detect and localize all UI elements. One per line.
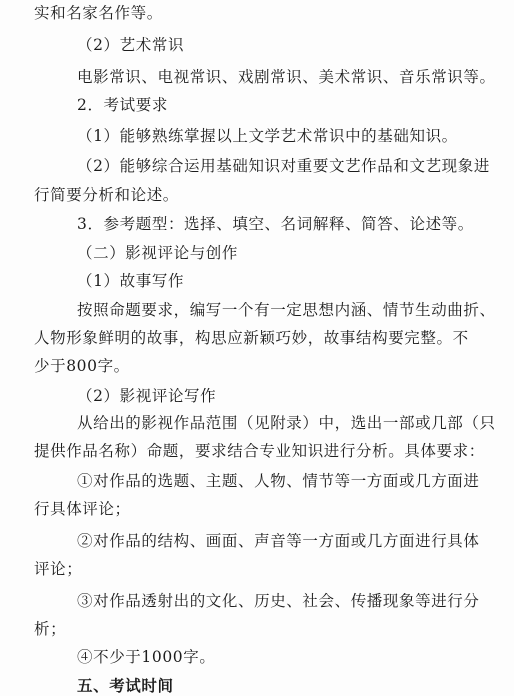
text-line: ②对作品的结构、画面、声音等一方面或几方面进行具体 [77, 532, 480, 550]
text-line: 3．参考题型：选择、填空、名词解释、简答、论述等。 [77, 215, 474, 233]
section-heading: 五、考试时间 [77, 677, 174, 695]
text-line: 行简要分析和论述。 [34, 186, 179, 204]
text-line: 评论； [34, 560, 83, 578]
section-heading: 2．考试要求 [77, 96, 168, 114]
section-heading: （2）影视评论写作 [77, 387, 217, 405]
text-line: 按照命题要求，编写一个有一定思想内涵、情节生动曲折、 [77, 301, 496, 319]
section-heading: （1）故事写作 [77, 272, 185, 290]
text-line: 提供作品名称）命题，要求结合专业知识进行分析。具体要求： [34, 442, 485, 460]
text-line: 行具体评论； [34, 500, 131, 518]
text-line: 电影常识、电视常识、戏剧常识、美术常识、音乐常识等。 [77, 68, 496, 86]
text-line: ③对作品透射出的文化、历史、社会、传播现象等进行分 [77, 592, 480, 610]
text-line: 实和名家名作等。 [34, 4, 163, 22]
text-line: 析； [34, 620, 67, 638]
text-line: 少于800字。 [34, 357, 130, 375]
text-line: ④不少于1000字。 [77, 648, 216, 666]
text-line: ①对作品的选题、主题、人物、情节等一方面或几方面进 [77, 472, 480, 490]
section-heading: （2）艺术常识 [77, 36, 185, 54]
section-heading: （二）影视评论与创作 [77, 244, 239, 262]
text-line: （1）能够熟练掌握以上文学艺术常识中的基础知识。 [77, 127, 458, 145]
text-line: （2）能够综合运用基础知识对重要文艺作品和文艺现象进 [77, 157, 490, 175]
text-line: 人物形象鲜明的故事，构思应新颖巧妙，故事结构要完整。不 [34, 329, 469, 347]
text-line: 从给出的影视作品范围（见附录）中，选出一部或几部（只 [77, 414, 496, 432]
